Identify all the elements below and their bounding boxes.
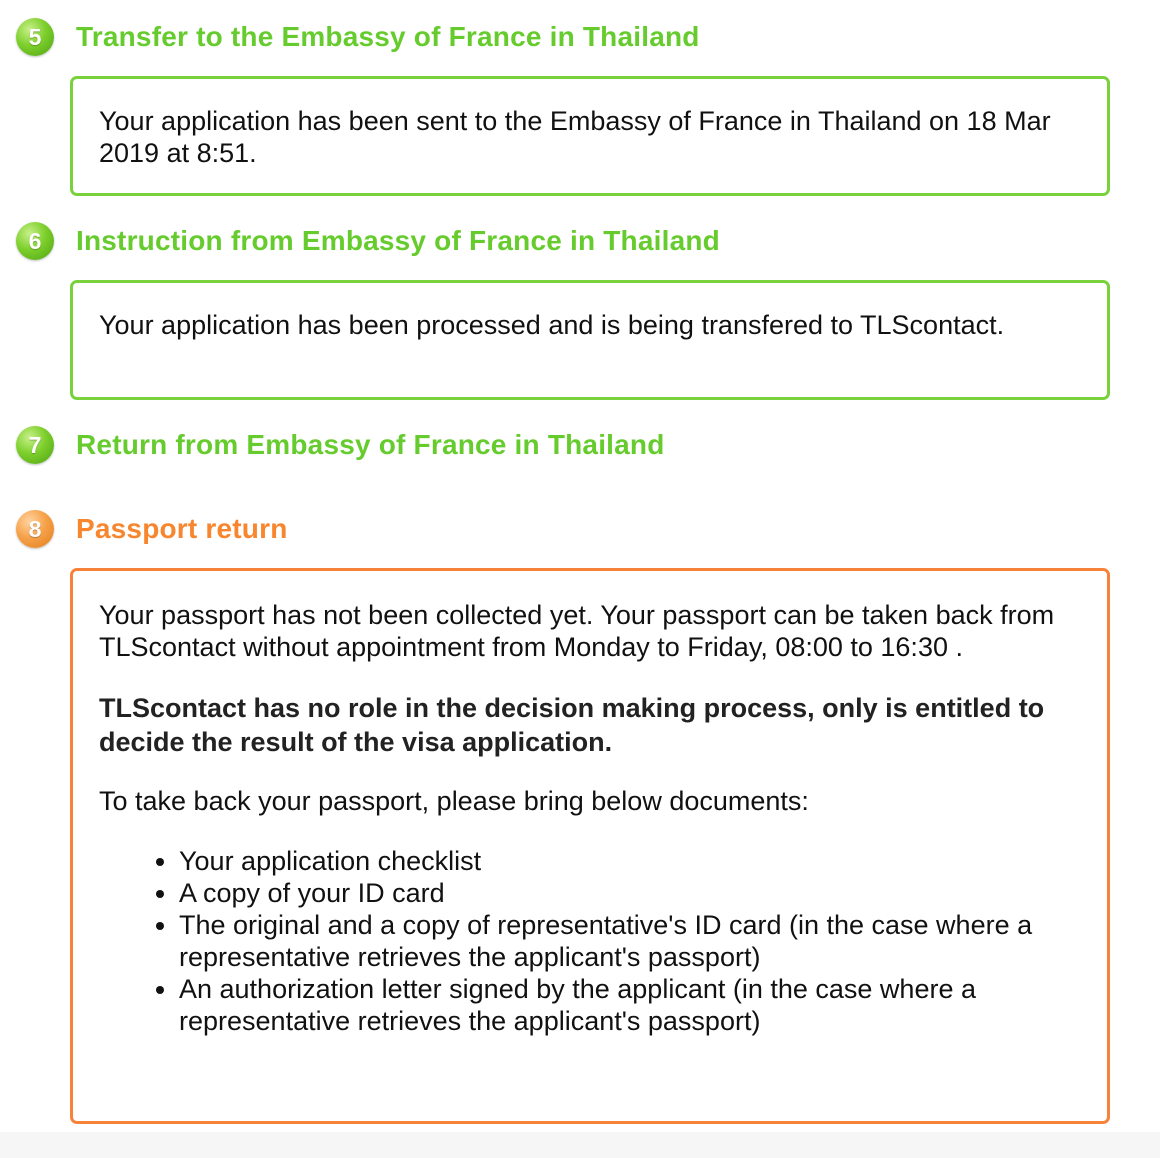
documents-list xyxy=(99,845,1081,1037)
step-number: 6 xyxy=(28,227,42,254)
passport-return-intro: Your passport has not been collected yet. Your passport can be taken back from TLScontact without appointment from Monday to Friday, 08:00 to 16:30 . xyxy=(99,600,1055,662)
step-5-header xyxy=(16,17,700,57)
step-8-header xyxy=(16,509,288,549)
list-item: • The original and a copy of representative's ID card (in the case where a representative retrieves the applicant's passport) xyxy=(179,909,1081,973)
step-number-badge-icon xyxy=(16,426,54,464)
step-number: 7 xyxy=(28,431,42,458)
page-footer-band xyxy=(0,1132,1160,1158)
list-item: • Your application checklist xyxy=(179,845,1081,877)
step-number-badge-icon xyxy=(16,18,54,56)
step-7-header xyxy=(16,425,665,465)
step-title: Transfer to the Embassy of France in Thailand xyxy=(76,21,700,52)
step-title: Passport return xyxy=(76,513,288,544)
step-number-badge-icon xyxy=(16,510,54,548)
documents-intro: To take back your passport, please bring below documents: xyxy=(99,786,809,816)
step-6-header xyxy=(16,221,720,261)
step-6-message-box xyxy=(70,280,1110,400)
step-title: Instruction from Embassy of France in Thailand xyxy=(76,225,720,256)
step-number-badge-icon xyxy=(16,222,54,260)
list-item: • An authorization letter signed by the applicant (in the case where a representative retrieves the applicant's passport) xyxy=(179,973,1081,1037)
step-title: Return from Embassy of France in Thailand xyxy=(76,429,665,460)
decision-notice: TLScontact has no role in the decision making process, only is entitled to decide the result of the visa application. xyxy=(99,693,1045,757)
step-number: 8 xyxy=(28,515,42,542)
step-5-message-box xyxy=(70,76,1110,196)
list-item: • A copy of your ID card xyxy=(179,877,1081,909)
step-message: Your application has been sent to the Embassy of France in Thailand on 18 Mar 2019 at 8:51. xyxy=(99,106,1051,168)
step-message: Your application has been processed and is being transfered to TLScontact. xyxy=(99,310,1005,340)
step-number: 5 xyxy=(28,23,42,50)
passport-return-box xyxy=(70,568,1110,1124)
